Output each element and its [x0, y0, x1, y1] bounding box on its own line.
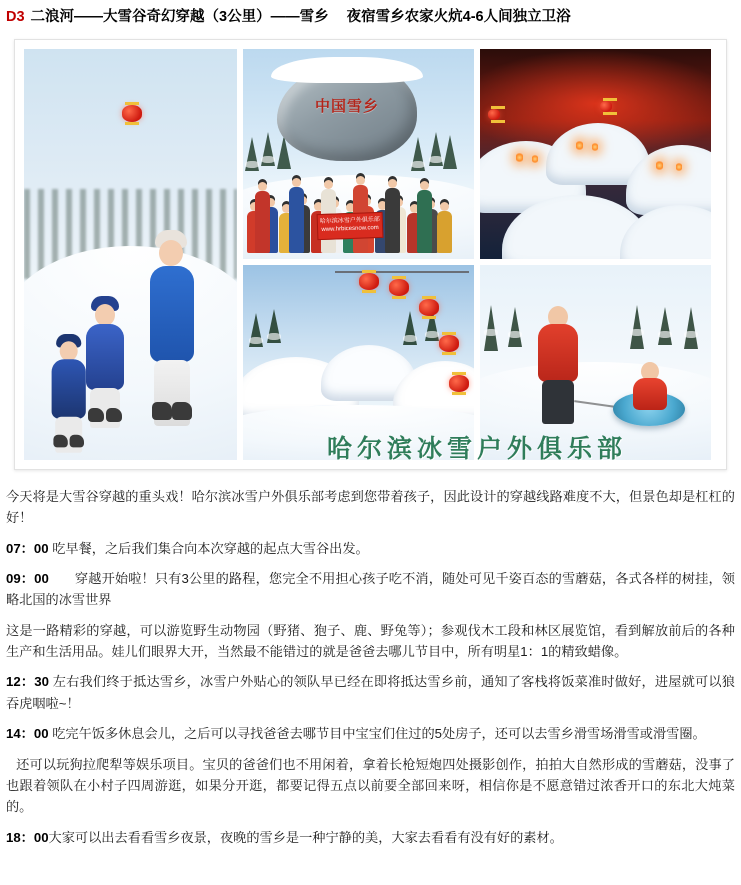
itinerary-item: [6, 827, 735, 848]
itinerary-item: [6, 568, 735, 611]
boot: [106, 408, 122, 422]
lit-window: [516, 153, 523, 162]
snow-ground: [243, 405, 474, 460]
red-lantern-icon: [439, 335, 459, 352]
itinerary-desc: 左右我们终于抵达雪乡，冰雪户外贴心的领队早已经在即将抵达雪乡前，通知了客栈将饭菜准时做好，进屋就可以狼吞虎咽啦~！: [6, 674, 735, 711]
day-title: 二浪河——大雪谷奇幻穿越（3公里）——雪乡: [30, 9, 329, 25]
head: [60, 341, 78, 361]
red-lantern-icon: [359, 273, 379, 290]
boot: [172, 402, 192, 420]
boot: [53, 435, 67, 448]
legs: [90, 388, 120, 428]
itinerary-item: [6, 620, 735, 663]
red-lantern-icon: [600, 101, 612, 112]
itinerary-time: 14：00: [6, 726, 49, 742]
head: [159, 240, 183, 266]
lit-window: [656, 161, 663, 170]
itinerary-text: [0, 470, 741, 877]
photo-collage: [14, 39, 727, 470]
lantern-string: [335, 271, 469, 273]
red-lantern-icon: [449, 375, 469, 392]
boot: [70, 435, 84, 448]
child-figure: [633, 362, 667, 408]
itinerary-desc: 吃完午饭多休息会儿，之后可以寻找爸爸去哪节目中宝宝们住过的5处房子，还可以去雪乡滑雪场滑雪或滑雪圈。: [52, 726, 706, 742]
itinerary-item: [6, 538, 735, 559]
boot: [152, 402, 172, 420]
head: [95, 304, 115, 326]
adult-figure: [142, 210, 200, 442]
lit-window: [576, 141, 583, 150]
page-title: [0, 0, 741, 33]
child-figure: [48, 323, 89, 442]
itinerary-desc: 大家可以出去看看雪乡夜景，夜晚的雪乡是一种宁静的美，大家去看看有没有好的素材。: [48, 829, 563, 845]
itinerary-time: 07：00: [6, 540, 49, 556]
legs: [55, 417, 82, 453]
legs: [542, 380, 574, 424]
red-lantern-icon: [389, 279, 409, 296]
itinerary-item: [6, 723, 735, 744]
itinerary-intro: 今天将是大雪谷穿越的重头戏！哈尔滨冰雪户外俱乐部考虑到您带着孩子，因此设计的穿越线路难度不大，但景色却是杠杠的好！: [6, 488, 735, 526]
red-lantern-icon: [419, 299, 439, 316]
day-code: D3: [6, 9, 25, 25]
blue-coat: [86, 324, 124, 390]
lit-window: [676, 163, 682, 171]
itinerary-desc: 吃早餐，之后我们集合向本次穿越的起点大雪谷出发。: [52, 540, 369, 556]
blue-coat: [52, 359, 86, 418]
red-jacket: [538, 324, 578, 382]
red-jacket: [633, 378, 667, 410]
itinerary-desc: 这是一路精彩的穿越，可以游览野生动物园（野猪、狍子、鹿、野兔等）；参观伐木工段和林区展览馆，看到解放前后的各种生产和生活用品。娃儿们眼界大开，当然最不能错过的就是爸爸去哪儿节目中，所有明星1：1的精致蜡像。: [6, 622, 735, 660]
itinerary-time: 09：00: [6, 570, 49, 586]
group-banner: 哈尔滨冰雪户外俱乐部 www.hrbicesnow.com: [317, 212, 384, 240]
legs: [154, 360, 190, 426]
photo-snow-village-night-red-lights: [480, 49, 711, 259]
red-lantern-icon: [488, 109, 500, 120]
itinerary-desc: 穿越开始啦！只有3公里的路程，您完全不用担心孩子吃不消，随处可见千姿百态的雪蘑菇，各式各样的树挂，领略北国的冰雪世界: [6, 570, 735, 608]
itinerary-item: [6, 754, 735, 818]
photo-mother-and-children-walking-in-snow: [24, 49, 237, 460]
photo-snow-mushroom-houses-with-lanterns: [243, 265, 474, 460]
snow-cap: [271, 57, 423, 83]
stone-caption: 中国雪乡: [314, 97, 379, 115]
photo-adult-pulling-child-on-snow-tube: [480, 265, 711, 460]
photo-group-photo-snow-town-stone: [243, 49, 474, 259]
lit-window: [532, 155, 538, 163]
itinerary-desc: 还可以玩狗拉爬犁等娱乐项目。宝贝的爸爸们也不用闲着，拿着长枪短炮四处摄影创作，拍拍大自然形成的雪蘑菇，没事了也跟着领队在小村子四周游逛，如果分开逛，都要记得五点以前要全部回来呀，相信你是不愿意错过浓香开口的东北大炖菜的。: [6, 756, 735, 815]
itinerary-item: [6, 671, 735, 714]
adult-figure: [532, 298, 584, 426]
boot: [88, 408, 104, 422]
red-lantern-icon: [122, 105, 142, 122]
watermark: 哈尔滨冰雪户外俱乐部: [327, 434, 628, 463]
blue-coat: [150, 266, 194, 362]
itinerary-time: 12：30: [6, 674, 49, 690]
lit-window: [592, 143, 598, 151]
day-subtitle: 夜宿雪乡农家火炕4-6人间独立卫浴: [346, 9, 571, 25]
itinerary-time: 18：00: [6, 829, 49, 845]
